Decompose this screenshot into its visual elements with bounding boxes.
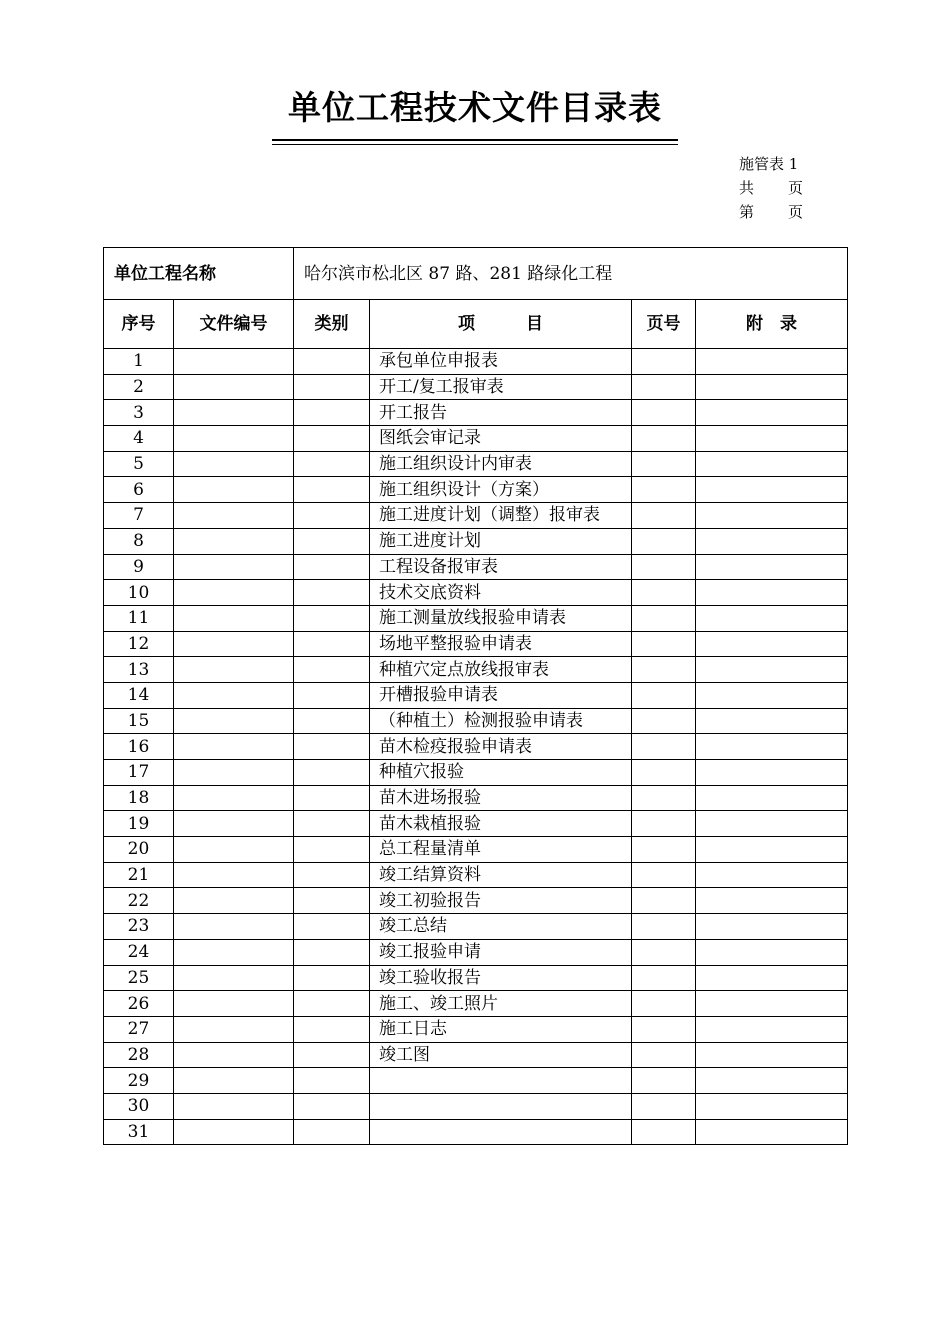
row-item — [370, 1068, 632, 1094]
row-page-no — [632, 631, 696, 657]
table-header-row — [104, 300, 848, 349]
table-row — [104, 400, 848, 426]
row-category — [294, 1068, 370, 1094]
row-page-no — [632, 657, 696, 683]
row-item: 工程设备报审表 — [370, 554, 632, 580]
row-file-no — [174, 888, 294, 914]
table-row — [104, 374, 848, 400]
row-page-no — [632, 1042, 696, 1068]
row-item: 施工、竣工照片 — [370, 991, 632, 1017]
row-file-no — [174, 657, 294, 683]
directory-table — [103, 247, 848, 1145]
row-category — [294, 580, 370, 606]
row-seq: 31 — [104, 1119, 174, 1145]
row-file-no — [174, 349, 294, 375]
row-appendix — [696, 426, 848, 452]
title-double-underline — [272, 139, 678, 145]
row-seq: 2 — [104, 374, 174, 400]
header-category: 类别 — [294, 300, 370, 349]
row-seq: 7 — [104, 503, 174, 529]
row-appendix — [696, 811, 848, 837]
row-category — [294, 837, 370, 863]
row-appendix — [696, 451, 848, 477]
row-page-no — [632, 349, 696, 375]
table-row — [104, 914, 848, 940]
row-category — [294, 811, 370, 837]
page-label: 第 — [739, 203, 755, 221]
form-code: 施管表 1 — [739, 155, 799, 173]
row-category — [294, 888, 370, 914]
row-file-no — [174, 837, 294, 863]
row-appendix — [696, 503, 848, 529]
row-category — [294, 528, 370, 554]
row-appendix — [696, 528, 848, 554]
header-appendix: 附 录 — [696, 300, 848, 349]
project-name-value: 哈尔滨市松北区 87 路、281 路绿化工程 — [294, 248, 848, 300]
document-title: 单位工程技术文件目录表 — [288, 88, 662, 127]
row-seq: 12 — [104, 631, 174, 657]
row-item: 图纸会审记录 — [370, 426, 632, 452]
row-appendix — [696, 939, 848, 965]
header-page-no: 页号 — [632, 300, 696, 349]
row-item: 种植穴定点放线报审表 — [370, 657, 632, 683]
table-row — [104, 991, 848, 1017]
row-file-no — [174, 785, 294, 811]
row-item: 施工进度计划 — [370, 528, 632, 554]
table-row — [104, 349, 848, 375]
row-file-no — [174, 400, 294, 426]
row-category — [294, 477, 370, 503]
row-page-no — [632, 605, 696, 631]
row-category — [294, 708, 370, 734]
row-appendix — [696, 888, 848, 914]
header-seq: 序号 — [104, 300, 174, 349]
total-page-unit: 页 — [788, 179, 804, 197]
form-meta — [739, 152, 803, 224]
row-category — [294, 451, 370, 477]
project-name-label: 单位工程名称 — [104, 248, 294, 300]
row-appendix — [696, 991, 848, 1017]
row-file-no — [174, 451, 294, 477]
row-page-no — [632, 374, 696, 400]
row-page-no — [632, 451, 696, 477]
table-row — [104, 1068, 848, 1094]
row-page-no — [632, 477, 696, 503]
row-file-no — [174, 631, 294, 657]
row-appendix — [696, 374, 848, 400]
row-appendix — [696, 1119, 848, 1145]
total-pages-line — [739, 176, 803, 200]
total-label: 共 — [739, 179, 755, 197]
row-file-no — [174, 374, 294, 400]
row-page-no — [632, 1016, 696, 1042]
row-seq: 13 — [104, 657, 174, 683]
row-item: 施工组织设计（方案） — [370, 477, 632, 503]
row-item: 竣工图 — [370, 1042, 632, 1068]
row-file-no — [174, 1093, 294, 1119]
table-row — [104, 1093, 848, 1119]
table-row — [104, 811, 848, 837]
table-row — [104, 657, 848, 683]
row-appendix — [696, 708, 848, 734]
form-code-line — [739, 152, 803, 176]
table-row — [104, 631, 848, 657]
row-page-no — [632, 760, 696, 786]
table-row — [104, 503, 848, 529]
row-appendix — [696, 837, 848, 863]
row-item: 开槽报验申请表 — [370, 682, 632, 708]
row-category — [294, 349, 370, 375]
row-seq: 11 — [104, 605, 174, 631]
row-appendix — [696, 760, 848, 786]
row-page-no — [632, 1119, 696, 1145]
row-page-no — [632, 426, 696, 452]
row-file-no — [174, 682, 294, 708]
row-item — [370, 1093, 632, 1119]
row-file-no — [174, 708, 294, 734]
row-category — [294, 760, 370, 786]
row-item: 竣工报验申请 — [370, 939, 632, 965]
row-seq: 14 — [104, 682, 174, 708]
row-file-no — [174, 1016, 294, 1042]
table-row — [104, 554, 848, 580]
table-row — [104, 605, 848, 631]
row-item: 开工报告 — [370, 400, 632, 426]
row-appendix — [696, 785, 848, 811]
table-row — [104, 862, 848, 888]
row-page-no — [632, 914, 696, 940]
row-item: 苗木进场报验 — [370, 785, 632, 811]
row-appendix — [696, 554, 848, 580]
row-category — [294, 374, 370, 400]
row-appendix — [696, 682, 848, 708]
row-category — [294, 503, 370, 529]
row-seq: 21 — [104, 862, 174, 888]
table-row — [104, 1016, 848, 1042]
row-seq: 24 — [104, 939, 174, 965]
row-seq: 10 — [104, 580, 174, 606]
row-file-no — [174, 1042, 294, 1068]
row-page-no — [632, 400, 696, 426]
row-category — [294, 991, 370, 1017]
row-category — [294, 1016, 370, 1042]
table-row — [104, 451, 848, 477]
row-seq: 6 — [104, 477, 174, 503]
row-page-no — [632, 811, 696, 837]
project-name-row — [104, 248, 848, 300]
row-seq: 15 — [104, 708, 174, 734]
row-appendix — [696, 400, 848, 426]
row-seq: 23 — [104, 914, 174, 940]
row-page-no — [632, 682, 696, 708]
row-category — [294, 1093, 370, 1119]
table-row — [104, 528, 848, 554]
row-item: 开工/复工报审表 — [370, 374, 632, 400]
row-item: 技术交底资料 — [370, 580, 632, 606]
row-file-no — [174, 760, 294, 786]
table-row — [104, 939, 848, 965]
row-file-no — [174, 811, 294, 837]
row-file-no — [174, 580, 294, 606]
row-page-no — [632, 965, 696, 991]
row-item: 种植穴报验 — [370, 760, 632, 786]
row-item: 场地平整报验申请表 — [370, 631, 632, 657]
row-seq: 3 — [104, 400, 174, 426]
row-page-no — [632, 991, 696, 1017]
row-category — [294, 965, 370, 991]
row-file-no — [174, 914, 294, 940]
table-row — [104, 477, 848, 503]
row-category — [294, 785, 370, 811]
row-category — [294, 554, 370, 580]
row-appendix — [696, 657, 848, 683]
row-item — [370, 1119, 632, 1145]
row-item: 苗木检疫报验申请表 — [370, 734, 632, 760]
row-category — [294, 682, 370, 708]
row-seq: 29 — [104, 1068, 174, 1094]
row-item: 苗木栽植报验 — [370, 811, 632, 837]
row-file-no — [174, 605, 294, 631]
row-file-no — [174, 426, 294, 452]
row-appendix — [696, 605, 848, 631]
table-row — [104, 682, 848, 708]
row-appendix — [696, 1042, 848, 1068]
page-unit: 页 — [788, 203, 804, 221]
row-appendix — [696, 965, 848, 991]
row-seq: 17 — [104, 760, 174, 786]
table-row — [104, 760, 848, 786]
row-seq: 16 — [104, 734, 174, 760]
row-category — [294, 400, 370, 426]
row-appendix — [696, 1016, 848, 1042]
row-seq: 20 — [104, 837, 174, 863]
row-appendix — [696, 1068, 848, 1094]
row-seq: 28 — [104, 1042, 174, 1068]
row-file-no — [174, 991, 294, 1017]
row-appendix — [696, 580, 848, 606]
table-row — [104, 580, 848, 606]
row-seq: 22 — [104, 888, 174, 914]
row-seq: 27 — [104, 1016, 174, 1042]
table-row — [104, 965, 848, 991]
row-category — [294, 426, 370, 452]
row-page-no — [632, 1068, 696, 1094]
row-page-no — [632, 554, 696, 580]
row-seq: 19 — [104, 811, 174, 837]
row-category — [294, 939, 370, 965]
row-page-no — [632, 837, 696, 863]
table-row — [104, 1119, 848, 1145]
row-category — [294, 1042, 370, 1068]
row-appendix — [696, 349, 848, 375]
row-item: 竣工验收报告 — [370, 965, 632, 991]
row-appendix — [696, 477, 848, 503]
row-category — [294, 734, 370, 760]
row-item: 竣工总结 — [370, 914, 632, 940]
table-row — [104, 837, 848, 863]
table-row — [104, 734, 848, 760]
row-page-no — [632, 503, 696, 529]
row-file-no — [174, 503, 294, 529]
row-appendix — [696, 914, 848, 940]
row-seq: 5 — [104, 451, 174, 477]
page-number-line — [739, 200, 803, 224]
row-category — [294, 914, 370, 940]
table-row — [104, 708, 848, 734]
row-item: （种植土）检测报验申请表 — [370, 708, 632, 734]
table-row — [104, 888, 848, 914]
row-appendix — [696, 1093, 848, 1119]
row-item: 竣工结算资料 — [370, 862, 632, 888]
row-file-no — [174, 1068, 294, 1094]
row-category — [294, 605, 370, 631]
row-page-no — [632, 708, 696, 734]
row-seq: 18 — [104, 785, 174, 811]
row-file-no — [174, 477, 294, 503]
row-item: 施工日志 — [370, 1016, 632, 1042]
table-row — [104, 426, 848, 452]
row-appendix — [696, 631, 848, 657]
row-seq: 30 — [104, 1093, 174, 1119]
header-file-no: 文件编号 — [174, 300, 294, 349]
row-item: 施工测量放线报验申请表 — [370, 605, 632, 631]
row-seq: 25 — [104, 965, 174, 991]
row-category — [294, 862, 370, 888]
row-seq: 9 — [104, 554, 174, 580]
row-page-no — [632, 785, 696, 811]
row-appendix — [696, 862, 848, 888]
row-seq: 26 — [104, 991, 174, 1017]
row-file-no — [174, 528, 294, 554]
row-item: 施工进度计划（调整）报审表 — [370, 503, 632, 529]
row-item: 施工组织设计内审表 — [370, 451, 632, 477]
row-page-no — [632, 580, 696, 606]
row-item: 承包单位申报表 — [370, 349, 632, 375]
row-file-no — [174, 734, 294, 760]
row-page-no — [632, 939, 696, 965]
row-seq: 4 — [104, 426, 174, 452]
row-seq: 8 — [104, 528, 174, 554]
row-file-no — [174, 1119, 294, 1145]
row-file-no — [174, 862, 294, 888]
row-item: 竣工初验报告 — [370, 888, 632, 914]
row-page-no — [632, 528, 696, 554]
row-file-no — [174, 554, 294, 580]
row-page-no — [632, 888, 696, 914]
header-item: 项 目 — [370, 300, 632, 349]
table-row — [104, 785, 848, 811]
row-category — [294, 657, 370, 683]
row-file-no — [174, 965, 294, 991]
row-page-no — [632, 1093, 696, 1119]
row-category — [294, 631, 370, 657]
table-row — [104, 1042, 848, 1068]
row-item: 总工程量清单 — [370, 837, 632, 863]
row-appendix — [696, 734, 848, 760]
row-page-no — [632, 862, 696, 888]
row-category — [294, 1119, 370, 1145]
row-page-no — [632, 734, 696, 760]
row-seq: 1 — [104, 349, 174, 375]
row-file-no — [174, 939, 294, 965]
